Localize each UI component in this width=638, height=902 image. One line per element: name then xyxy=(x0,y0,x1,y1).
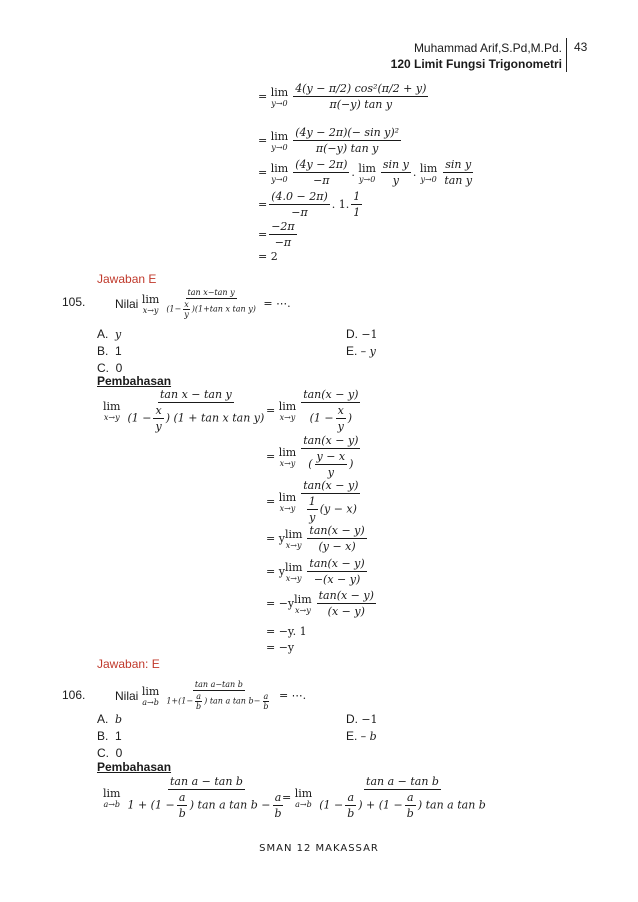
option-106-b[interactable]: B. 1 xyxy=(97,729,122,743)
solution-106-lhs: lim a→b tan a − tan b 1 + (1 − $\frac{a}{b}$ ) tan a tan b − $\frac{a}{b}$ xyxy=(103,775,282,820)
solution-105-step-4: = y lim x→y $\frac{\tan(x - y)}{(y - x)}$ xyxy=(266,524,365,553)
solution-105-step-6: = −y lim x→y $\frac{\tan(x - y)}{(x - y)}$ xyxy=(266,589,374,618)
pembahasan-106-heading: Pembahasan xyxy=(97,760,172,774)
option-106-c[interactable]: C. 0 xyxy=(97,746,123,760)
book-title: 120 Limit Fungsi Trigonometri xyxy=(390,57,562,71)
answer-105: Jawaban: E xyxy=(97,657,160,671)
page-number: 43 xyxy=(574,40,588,54)
solution-105-step-1: = lim x→y tan(x − y) (1 − $\frac{x}{y}$ ) xyxy=(266,388,359,433)
question-105-statement: Nilai lim x→y tan x−tan y (1− $\frac{x}{y}$ )(1+tan x tan y) = ⋯. xyxy=(115,288,291,319)
prev-step-2: = lim y→0 $\frac{\text{(4y − 2π)(− sin y)²}}{\text{π(−y) tan y}}$ xyxy=(258,126,400,155)
option-106-d[interactable]: D. −1 xyxy=(346,712,378,726)
solution-105-step-7: = −y. 1 xyxy=(266,625,307,638)
option-105-b[interactable]: B. 1 xyxy=(97,344,122,358)
page-header xyxy=(391,40,562,72)
solution-105-lhs: lim x→y tan x − tan y (1 − $\frac{x}{y}$ ) (1 + tan x tan y) xyxy=(103,388,265,433)
option-105-d[interactable]: D. −1 xyxy=(346,327,378,341)
answer-104: Jawaban E xyxy=(97,272,157,286)
question-106-statement: Nilai lim a→b tan a−tan b 1+(1− $\frac{a}{b}$ ) tan a tan b− $\frac{a}{b}$ = ⋯. xyxy=(115,680,307,711)
option-105-a[interactable]: A. y xyxy=(97,327,122,341)
solution-105-step-2: = lim x→y tan(x − y) ( $\frac{y - x}{y}$ ) xyxy=(266,434,359,479)
pembahasan-105-heading: Pembahasan xyxy=(97,374,172,388)
solution-105-step-8: = −y xyxy=(266,641,295,654)
question-105-number: 105. xyxy=(62,295,86,309)
option-105-c[interactable]: C. 0 xyxy=(97,361,123,375)
solution-105-step-5: = y lim x→y $\frac{\tan(x - y)}{-(x - y)}$ xyxy=(266,557,365,586)
question-106-number: 106. xyxy=(62,688,86,702)
header-divider xyxy=(566,38,567,72)
prev-step-4: = $\frac{(4.0 - 2\pi)}{-\pi}$ . 1. $\frac{1}{1}$ xyxy=(258,190,361,219)
option-106-e[interactable]: E. – b xyxy=(346,729,377,743)
page-footer: SMAN 12 MAKASSAR xyxy=(259,843,379,854)
prev-step-6: = 2 xyxy=(258,250,278,263)
prev-step-3: = lim y→0 $\frac{(4y - 2\pi)}{-\pi}$ . lim y→0 $\frac{\text{sin y}}{y}$ . lim y→0 $\frac{\text{sin y}}{\text{tan y}}$ xyxy=(258,158,473,187)
prev-step-1: = lim y→0 $\frac{\text{4(y − π/2) cos²(π/2 + y)}}{\text{π(−y) tan y}}$ xyxy=(258,82,427,111)
author-name: Muhammad Arif,S.Pd,M.Pd. xyxy=(413,41,562,55)
option-106-a[interactable]: A. b xyxy=(97,712,123,726)
solution-105-step-3: = lim x→y tan(x − y) $\frac{1}{y}$ (y − x) xyxy=(266,479,359,524)
prev-step-5: = $\frac{-2\pi}{-\pi}$ xyxy=(258,220,295,249)
solution-106-step-1: = lim a→b tan a − tan b (1 − $\frac{a}{b}$ ) + (1 − $\frac{a}{b}$ ) tan a tan b xyxy=(282,775,486,820)
option-105-e[interactable]: E. – y xyxy=(346,344,376,358)
